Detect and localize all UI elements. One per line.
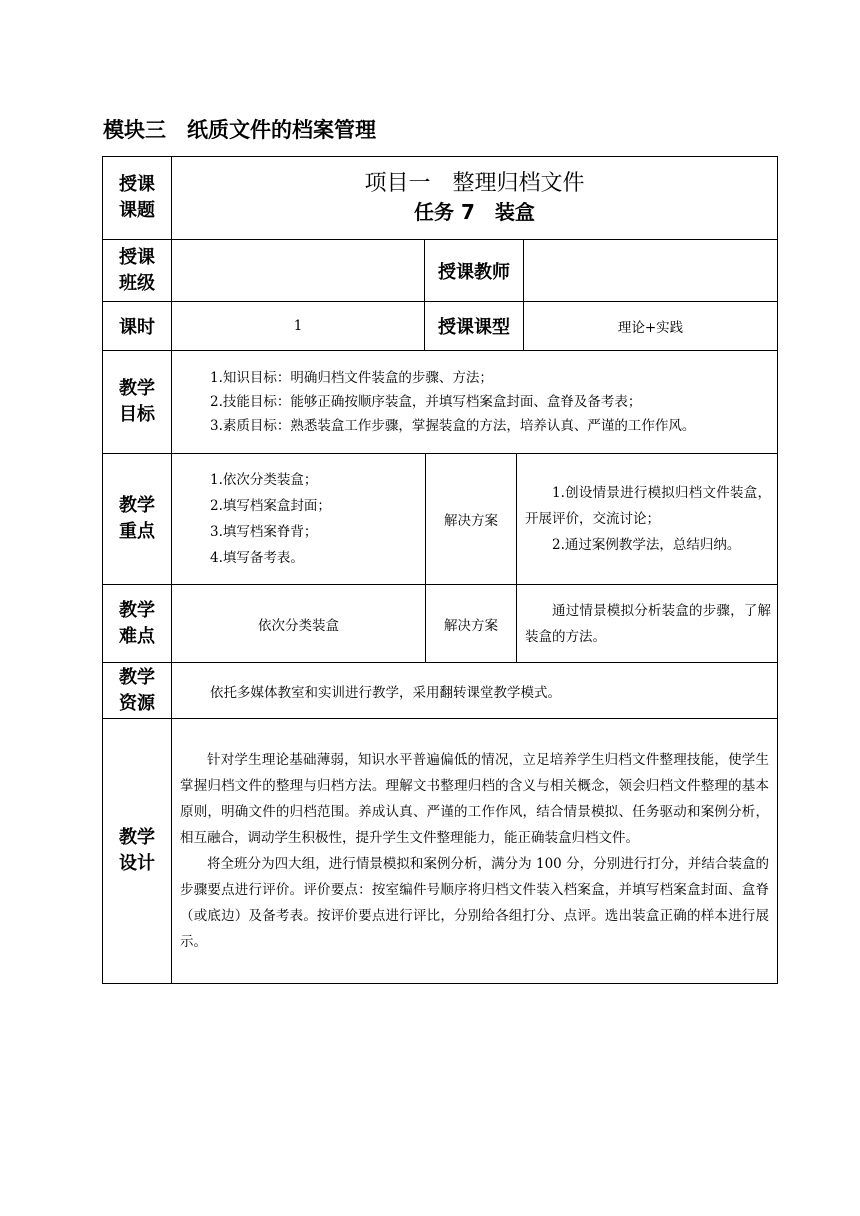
type-label-cell <box>425 302 523 350</box>
task-title: 任务 7 装盒 <box>414 200 535 224</box>
key-points-label: 教学重点 <box>119 495 155 542</box>
list-item: 2.填写档案盒封面； <box>210 498 331 514</box>
topic-title-cell <box>172 157 777 239</box>
resources-label: 教学资源 <box>119 666 155 714</box>
objectives-content-cell <box>172 351 777 453</box>
hours-value: 1 <box>293 318 303 334</box>
class-label: 授课班级 <box>119 246 155 294</box>
key-points-list <box>210 467 331 571</box>
difficulties-label: 教学难点 <box>119 599 155 647</box>
list-item: 1.依次分类装盒； <box>210 472 318 488</box>
list-item: 3.填写档案脊背； <box>210 524 318 540</box>
difficulties-solution-label-cell <box>426 585 516 662</box>
difficulties-solution: 通过情景模拟分析装盒的步骤，了解装盒的方法。 <box>525 602 771 645</box>
difficulties-solution-label: 解决方案 <box>444 617 498 634</box>
hours-label-cell <box>103 302 171 350</box>
class-value-cell <box>172 240 424 301</box>
key-points-solution-1: 1.创设情景进行模拟归档文件装盒，开展评价，交流讨论； <box>525 485 771 527</box>
type-value: 理论+实践 <box>617 320 684 336</box>
list-item: 2.技能目标：能够正确按顺序装盒，并填写档案盒封面、盒脊及备考表； <box>210 394 642 410</box>
key-points-label-cell <box>103 454 171 584</box>
module-heading: 模块三 纸质文件的档案管理 <box>103 118 376 142</box>
table-border-bottom <box>102 983 778 984</box>
design-paragraph-2: 将全班分为四大组，进行情景模拟和案例分析，满分为 100 分，分别进行打分，并结合装盒的步骤要点进行评价。评价要点：按室编件号顺序将归档文件装入档案盒，并填写档案盒封面、盒脊（或底边）及备考表。按评价要点进行评比，分别给各组打分、点评。选出装盒正确的样本进行展示。 <box>180 856 769 950</box>
topic-label-cell <box>103 157 171 239</box>
design-paragraph-1: 针对学生理论基础薄弱，知识水平普遍偏低的情况，立足培养学生归档文件整理技能，使学生掌握归档文件的整理与归档方法。理解文书整理归档的含义与相关概念，领会归档文件整理的基本原则，明确文件的归档范围。养成认真、严谨的工作作风，结合情景模拟、任务驱动和案例分析，相互融合，调动学生积极性，提升学生文件整理能力，能正确装盒归档文件。 <box>180 752 769 846</box>
project-title: 项目一 整理归档文件 <box>364 171 585 196</box>
type-value-cell <box>524 302 777 350</box>
design-label-cell <box>103 719 171 983</box>
list-item: 4.填写备考表。 <box>210 550 304 566</box>
topic-label: 授课课题 <box>119 174 155 221</box>
design-content-cell <box>172 719 777 983</box>
difficulties-content-cell <box>172 585 425 662</box>
class-label-cell <box>103 240 171 301</box>
list-item: 3.素质目标：熟悉装盒工作步骤，掌握装盒的方法，培养认真、严谨的工作作风。 <box>210 418 696 434</box>
lesson-plan-table <box>102 156 778 984</box>
key-points-solution-2: 2.通过案例教学法，总结归纳。 <box>552 537 741 553</box>
teacher-value-cell <box>524 240 777 301</box>
difficulties-content: 依次分类装盒 <box>258 617 339 634</box>
key-points-solution-label: 解决方案 <box>444 513 498 529</box>
resources-content-cell <box>172 663 777 718</box>
key-points-content-cell <box>172 454 425 584</box>
teacher-label: 授课教师 <box>438 261 510 283</box>
hours-value-cell <box>172 302 424 350</box>
resources-label-cell <box>103 663 171 718</box>
difficulties-label-cell <box>103 585 171 662</box>
hours-label: 课时 <box>119 317 155 338</box>
type-label: 授课课型 <box>438 317 510 338</box>
design-label: 教学设计 <box>119 827 155 874</box>
key-points-solution-label-cell <box>426 454 516 584</box>
objectives-list <box>210 366 695 438</box>
objectives-label-cell <box>103 351 171 453</box>
teacher-label-cell <box>425 240 523 301</box>
key-points-solution-cell <box>517 454 777 584</box>
table-border-right <box>777 156 778 984</box>
difficulties-solution-cell <box>517 585 777 662</box>
resources-content: 依托多媒体教室和实训进行教学，采用翻转课堂教学模式。 <box>210 684 561 701</box>
list-item: 1.知识目标：明确归档文件装盒的步骤、方法； <box>210 370 493 386</box>
objectives-label: 教学目标 <box>119 378 155 425</box>
